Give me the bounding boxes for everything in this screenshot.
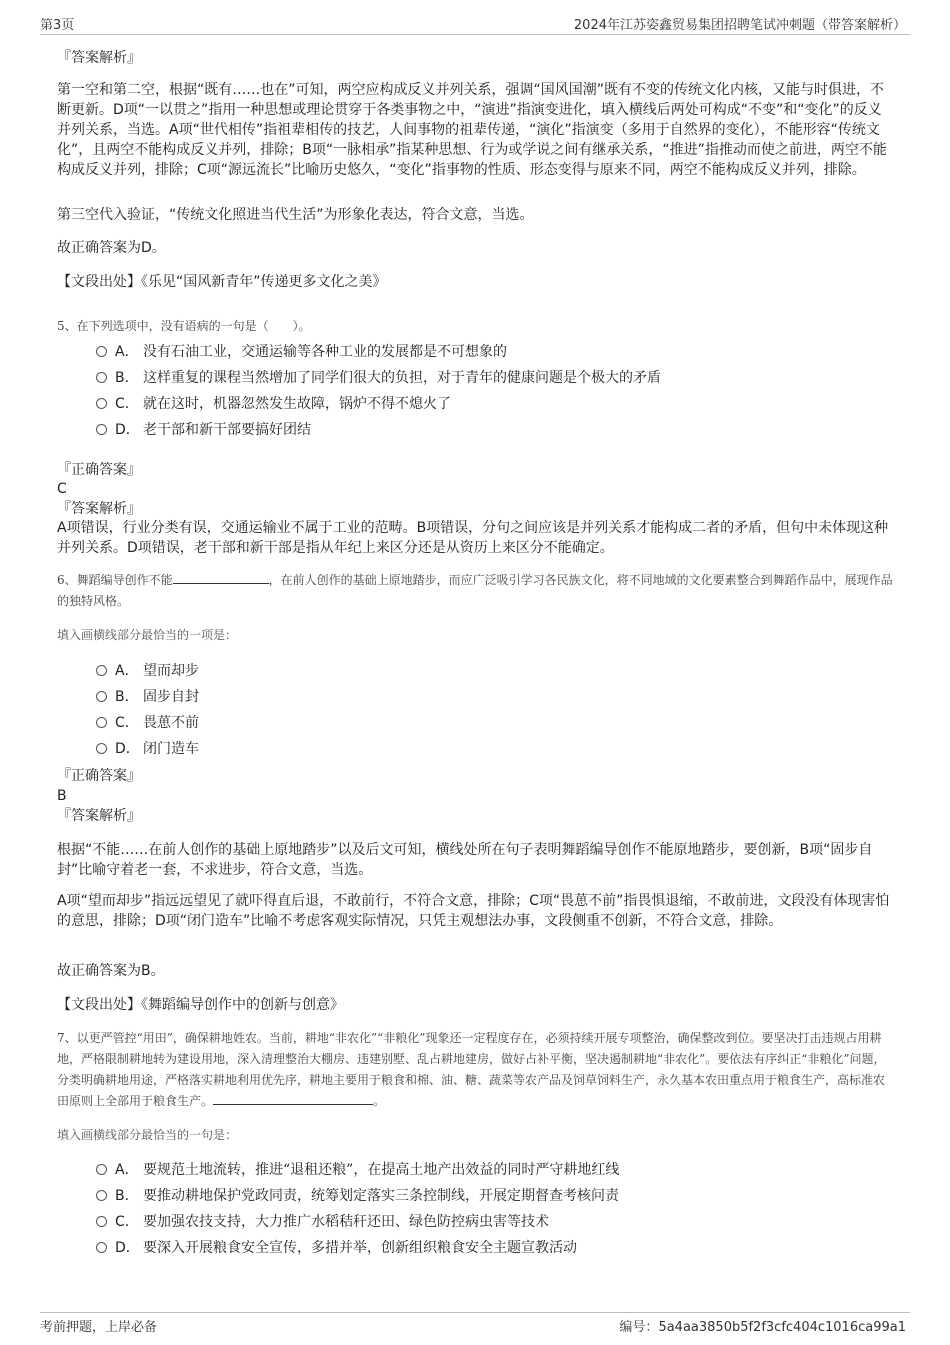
- document-title: 2024年江苏姿鑫贸易集团招聘笔试冲刺题（带答案解析）: [573, 18, 906, 33]
- q6-option-c[interactable]: C． 畏葸不前: [96, 713, 199, 733]
- analysis-paragraph: A项错误，行业分类有误，交通运输业不属于工业的范畴。B项错误，分句之间应该是并列关系才能构成二者的矛盾，但句中未体现这种并列关系。D项错误，老干部和新干部是指从年纪上来区分还是从资历上来区分不能确定。: [57, 520, 889, 556]
- analysis-heading: 『答案解析』: [57, 50, 141, 66]
- q5-option-b[interactable]: B． 这样重复的课程当然增加了同学们很大的负担，对于青年的健康问题是个极大的矛盾: [96, 368, 661, 388]
- radio-icon[interactable]: [96, 743, 107, 754]
- radio-icon[interactable]: [96, 691, 107, 702]
- correct-answer-heading: 『正确答案』: [57, 462, 141, 478]
- fill-blank: [213, 1092, 373, 1105]
- page-footer: [40, 1312, 910, 1335]
- radio-icon[interactable]: [96, 1164, 107, 1175]
- radio-icon[interactable]: [96, 398, 107, 409]
- question-5-stem: 5、在下列选项中，没有语病的一句是（ ）。: [57, 319, 311, 333]
- q7-option-b[interactable]: B． 要推动耕地保护党政同责，统筹划定落实三条控制线，开展定期督查考核问责: [96, 1186, 619, 1206]
- question-prompt: 填入画横线部分最恰当的一项是：: [57, 628, 238, 642]
- analysis-paragraph: 第一空和第二空，根据“既有……也在”可知，两空应构成反义并列关系，强调“国风国潮”既有不变的传统文化内核，又能与时俱进，不断更新。D项“一以贯之”指用一种思想或理论贯穿于各类事物之中，“演进”指演变进化，填入横线后两处可构成“不变”和“变化”的反义并列关系，当选。A项“世代相传”指祖辈相传的技艺，人间事物的祖辈传递，“演化”指演变（多用于自然界的变化），不能形容“传统文化”，且两空不能构成反义并列，排除；B项“一脉相承”指某种思想、行为或学说之间有继承关系，“推进”指推动而使之前进，两空不能构成反义并列，排除；C项“源远流长”比喻历史悠久，“变化”指事物的性质、形态变得与原来不同，两空不能构成反义并列，排除。: [57, 82, 887, 178]
- analysis-paragraph: 根据“不能……在前人创作的基础上原地踏步”以及后文可知，横线处所在句子表明舞蹈编导创作不能原地踏步，要创新，B项“固步自封”比喻守着老一套，不求进步，符合文意，当选。: [57, 842, 873, 878]
- footer-slogan: 考前押题，上岸必备: [40, 1320, 158, 1335]
- radio-icon[interactable]: [96, 665, 107, 676]
- radio-icon[interactable]: [96, 1216, 107, 1227]
- analysis-paragraph: A项“望而却步”指远远望见了就吓得直后退，不敢前行，不符合文意，排除；C项“畏葸不前”指畏惧退缩，不敢前进，文段没有体现害怕的意思，排除；D项“闭门造车”比喻不考虑客观实际情况，只凭主观想法办事，文段侧重不创新，不符合文意，排除。: [57, 893, 890, 929]
- q5-option-d[interactable]: D． 老干部和新干部要搞好团结: [96, 420, 311, 440]
- source-citation: 【文段出处】《乐见“国风新青年”传递更多文化之美》: [57, 274, 387, 290]
- analysis-paragraph: 第三空代入验证，“传统文化照进当代生活”为形象化表达，符合文意，当选。: [57, 207, 534, 223]
- document-code: 编号：5a4aa3850b5f2f3cfc404c1016ca99a1: [619, 1320, 906, 1335]
- page-number: 第3页: [40, 18, 75, 33]
- analysis-heading: 『答案解析』: [57, 501, 141, 517]
- radio-icon[interactable]: [96, 372, 107, 383]
- q6-option-a[interactable]: A． 望而却步: [96, 661, 199, 681]
- radio-icon[interactable]: [96, 1242, 107, 1253]
- radio-icon[interactable]: [96, 424, 107, 435]
- fill-blank: [173, 571, 269, 584]
- question-7-stem: 7、以更严管控“用田”，确保耕地姓农。当前，耕地“非农化”“非粮化”现象还一定程度存在，必须持续开展专项整治，确保整改到位。要坚决打击违规占用耕地，严格限制耕地转为建设用地，深入清理整治大棚房、违建别墅、乱占耕地建房，做好占补平衡，坚决遏制耕地“非农化”。要依法有序纠正“非粮化”问题，分类明确耕地用途，严格落实耕地利用优先序，耕地主要用于粮食和棉、油、糖、蔬菜等农产品及饲草饲料生产，永久基本农田重点用于粮食生产，高标准农田原则上全部用于粮食生产。 。: [57, 1031, 886, 1108]
- correct-answer-heading: 『正确答案』: [57, 768, 141, 784]
- q5-option-a[interactable]: A． 没有石油工业，交通运输等各种工业的发展都是不可想象的: [96, 342, 507, 362]
- q7-option-d[interactable]: D． 要深入开展粮食安全宣传，多措并举，创新组织粮食安全主题宣教活动: [96, 1238, 577, 1258]
- q6-option-b[interactable]: B． 固步自封: [96, 687, 199, 707]
- source-citation: 【文段出处】《舞蹈编导创作中的创新与创意》: [57, 997, 344, 1013]
- correct-answer: C: [57, 481, 67, 497]
- q5-option-c[interactable]: C． 就在这时，机器忽然发生故障，锅炉不得不熄火了: [96, 394, 451, 414]
- radio-icon[interactable]: [96, 717, 107, 728]
- analysis-heading: 『答案解析』: [57, 808, 141, 824]
- question-prompt: 填入画横线部分最恰当的一句是：: [57, 1128, 238, 1142]
- question-6-stem: 6、舞蹈编导创作不能 ，在前人创作的基础上原地踏步，而应广泛吸引学习各民族文化，将不同地域的文化要素整合到舞蹈作品中，展现作品的独特风格。: [57, 573, 893, 608]
- analysis-conclusion: 故正确答案为B。: [57, 963, 165, 979]
- analysis-conclusion: 故正确答案为D。: [57, 240, 166, 256]
- q7-option-c[interactable]: C． 要加强农技支持，大力推广水稻秸秆还田、绿色防控病虫害等技术: [96, 1212, 549, 1232]
- correct-answer: B: [57, 788, 67, 804]
- radio-icon[interactable]: [96, 346, 107, 357]
- radio-icon[interactable]: [96, 1190, 107, 1201]
- q6-option-d[interactable]: D． 闭门造车: [96, 739, 199, 759]
- q7-option-a[interactable]: A． 要规范土地流转，推进“退租还粮”，在提高土地产出效益的同时严守耕地红线: [96, 1160, 619, 1180]
- page-header: [40, 12, 910, 35]
